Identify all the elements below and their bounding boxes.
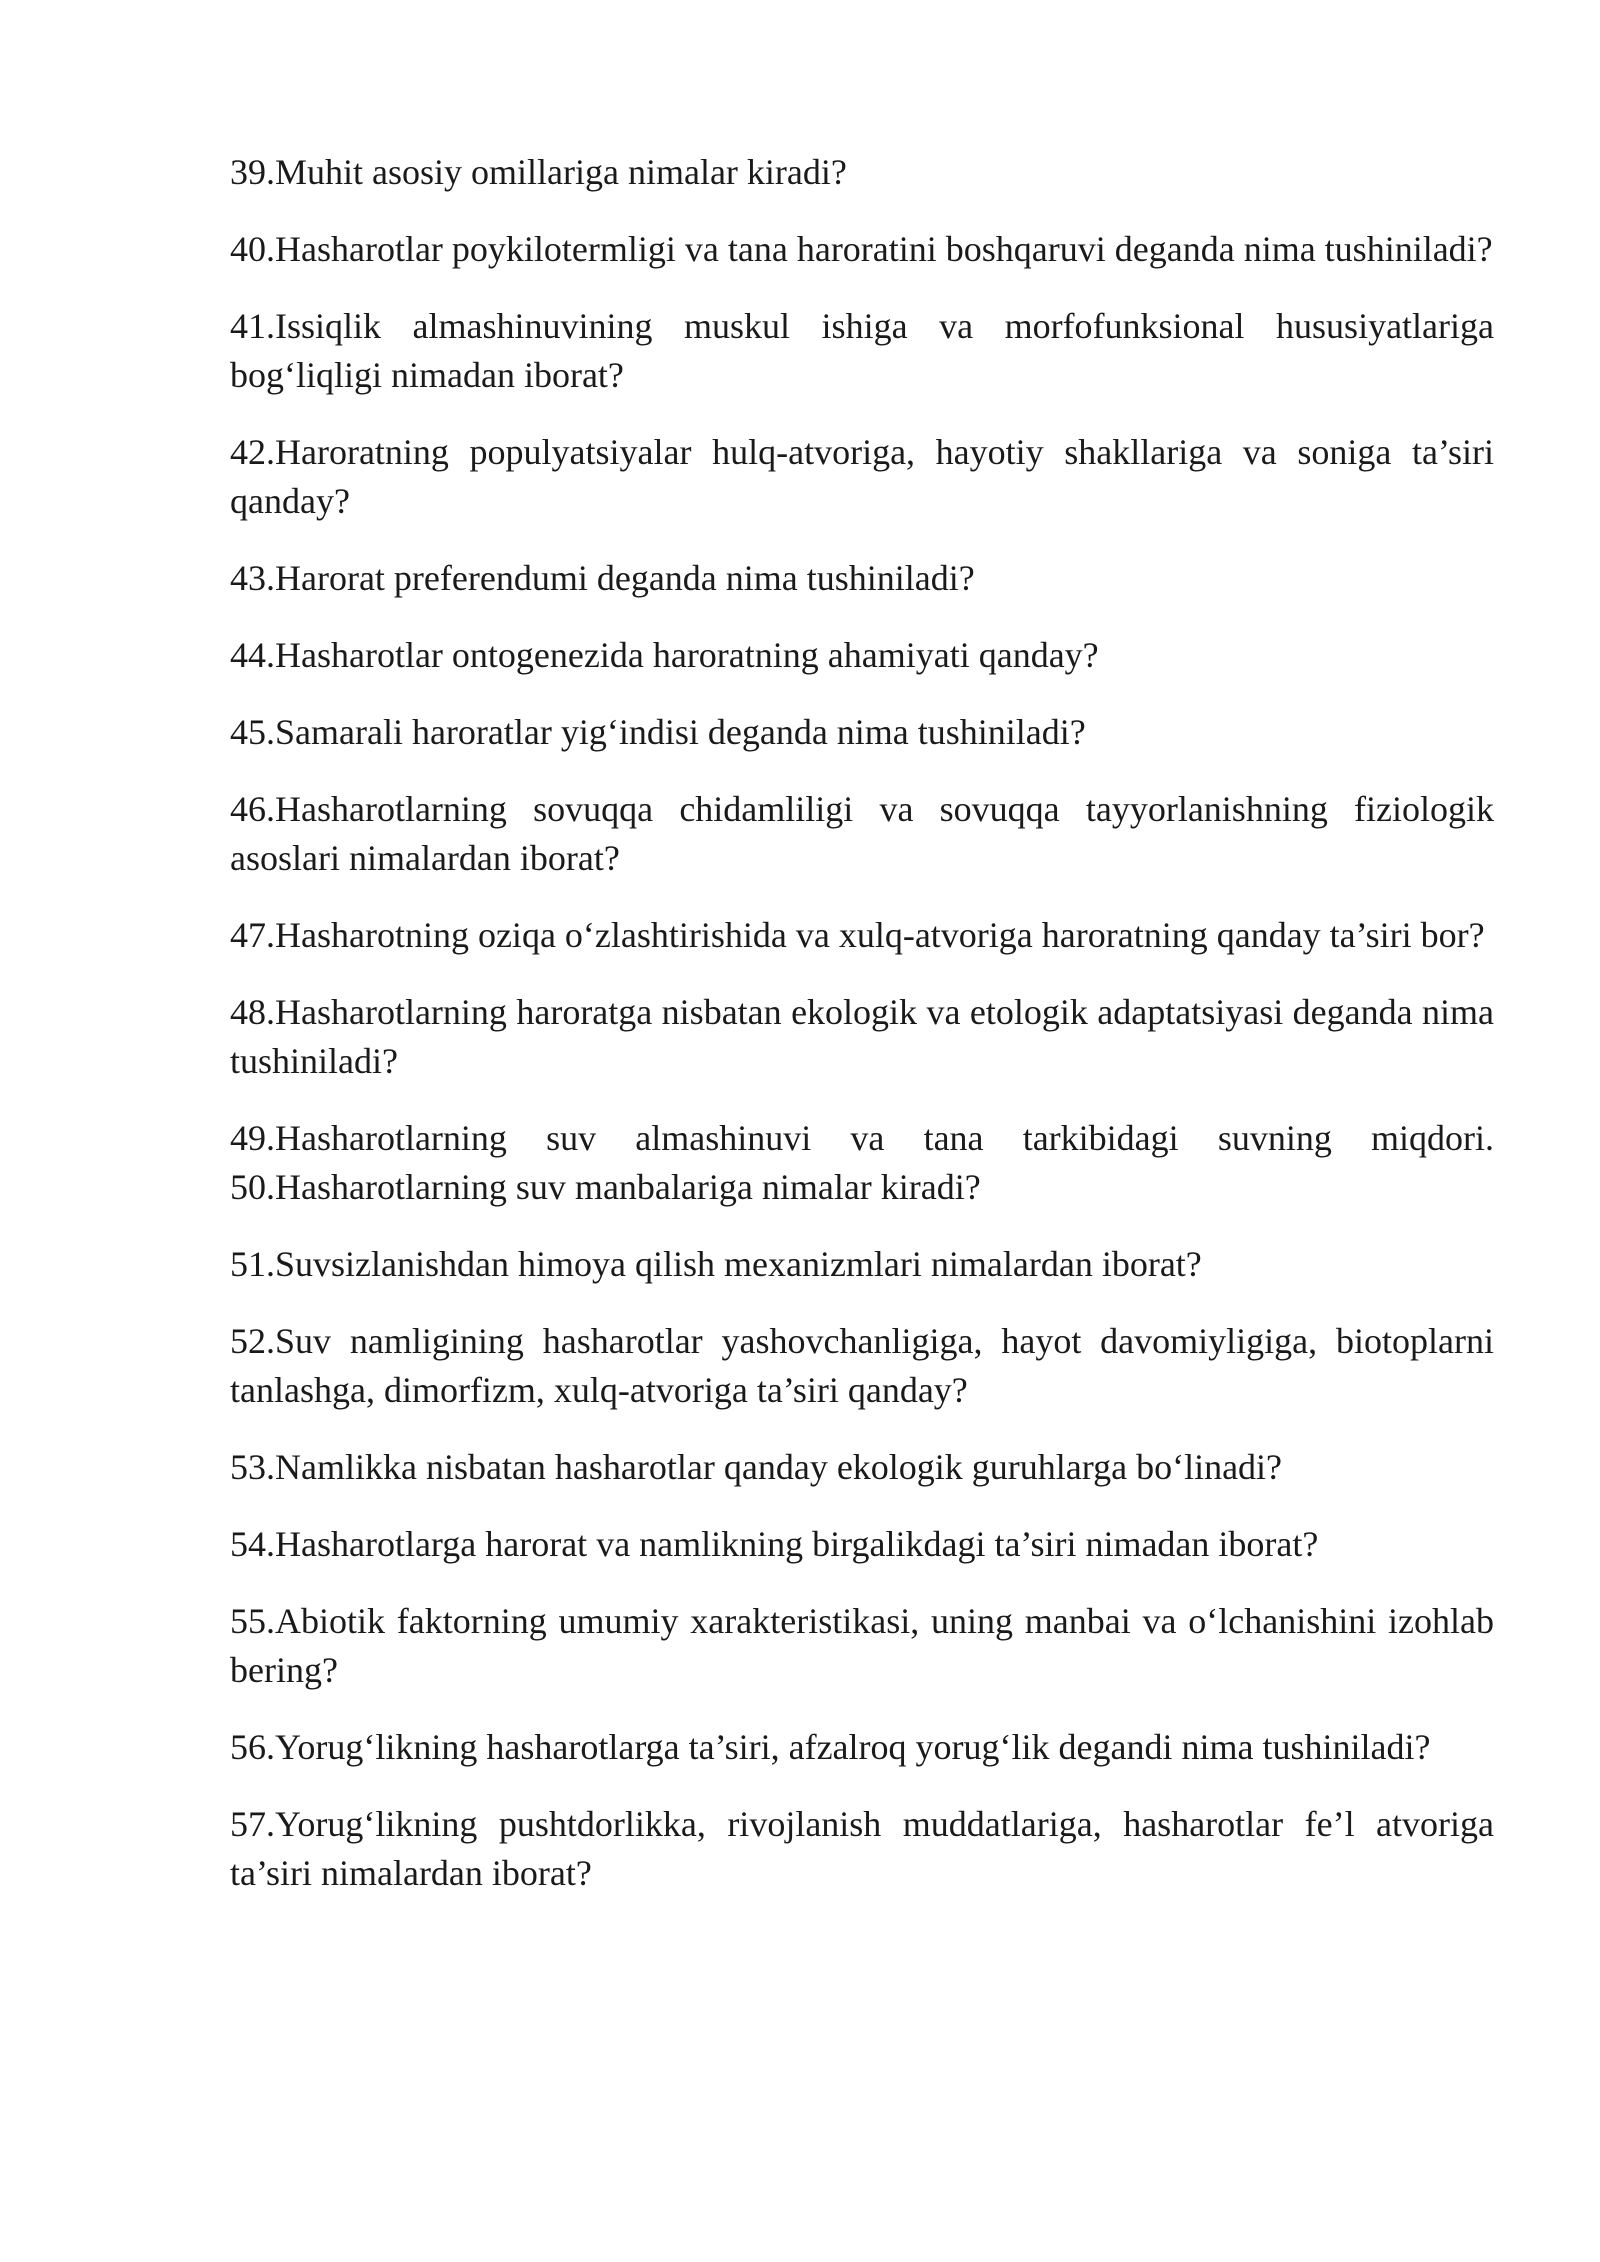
question-51: 51.Suvsizlanishdan himoya qilish mexanizmlari nimalardan iborat? (230, 1244, 1202, 1284)
question-47: 47.Hasharotning oziqa o‘zlashtirishida va xulq-atvoriga haroratning qanday ta’siri bor? (230, 915, 1485, 955)
question-49-50 (230, 1114, 1494, 1212)
question-39: 39.Muhit asosiy omillariga nimalar kiradi? (230, 152, 847, 192)
question-44: 44.Hasharotlar ontogenezida haroratning ahamiyati qanday? (230, 635, 1099, 675)
question-57: 57.Yorug‘likning pushtdorlikka, rivojlanish muddatlariga, hasharotlar fe’l atvoriga ta’siri nimalardan iborat? (230, 1804, 1494, 1893)
question-52: 52.Suv namligining hasharotlar yashovchanligiga, hayot davomiyligiga, biotoplarni tanlashga, dimorfizm, xulq-atvoriga ta’siri qanday? (230, 1321, 1494, 1410)
question-49: 49.Hasharotlarning suv almashinuvi va tana tarkibidagi suvning miqdori. (230, 1118, 1494, 1158)
question-50: 50.Hasharotlarning suv manbalariga nimalar kiradi? (230, 1167, 981, 1207)
question-55: 55.Abiotik faktorning umumiy xarakteristikasi, uning manbai va o‘lchanishini izohlab bering? (230, 1601, 1494, 1690)
question-41: 41.Issiqlik almashinuvining muskul ishiga va morfofunksional hususiyatlariga bog‘liqligi nimadan iborat? (230, 306, 1494, 395)
question-43: 43.Harorat preferendumi deganda nima tushiniladi? (230, 558, 975, 598)
question-46: 46.Hasharotlarning sovuqqa chidamliligi va sovuqqa tayyorlanishning fiziologik asoslari nimalardan iborat? (230, 789, 1494, 878)
question-40: 40.Hasharotlar poykilotermligi va tana haroratini boshqaruvi deganda nima tushiniladi? (230, 229, 1493, 269)
question-56: 56.Yorug‘likning hasharotlarga ta’siri, afzalroq yorug‘lik degandi nima tushiniladi? (230, 1727, 1431, 1767)
question-54: 54.Hasharotlarga harorat va namlikning birgalikdagi ta’siri nimadan iborat? (230, 1524, 1319, 1564)
question-45: 45.Samarali haroratlar yig‘indisi deganda nima tushiniladi? (230, 712, 1086, 752)
question-53: 53.Namlikka nisbatan hasharotlar qanday ekologik guruhlarga bo‘linadi? (230, 1447, 1283, 1487)
question-48: 48.Hasharotlarning haroratga nisbatan ekologik va etologik adaptatsiyasi deganda nima tushiniladi? (230, 992, 1494, 1081)
question-42: 42.Haroratning populyatsiyalar hulq-atvoriga, hayotiy shakllariga va soniga ta’siri qanday? (230, 432, 1494, 521)
